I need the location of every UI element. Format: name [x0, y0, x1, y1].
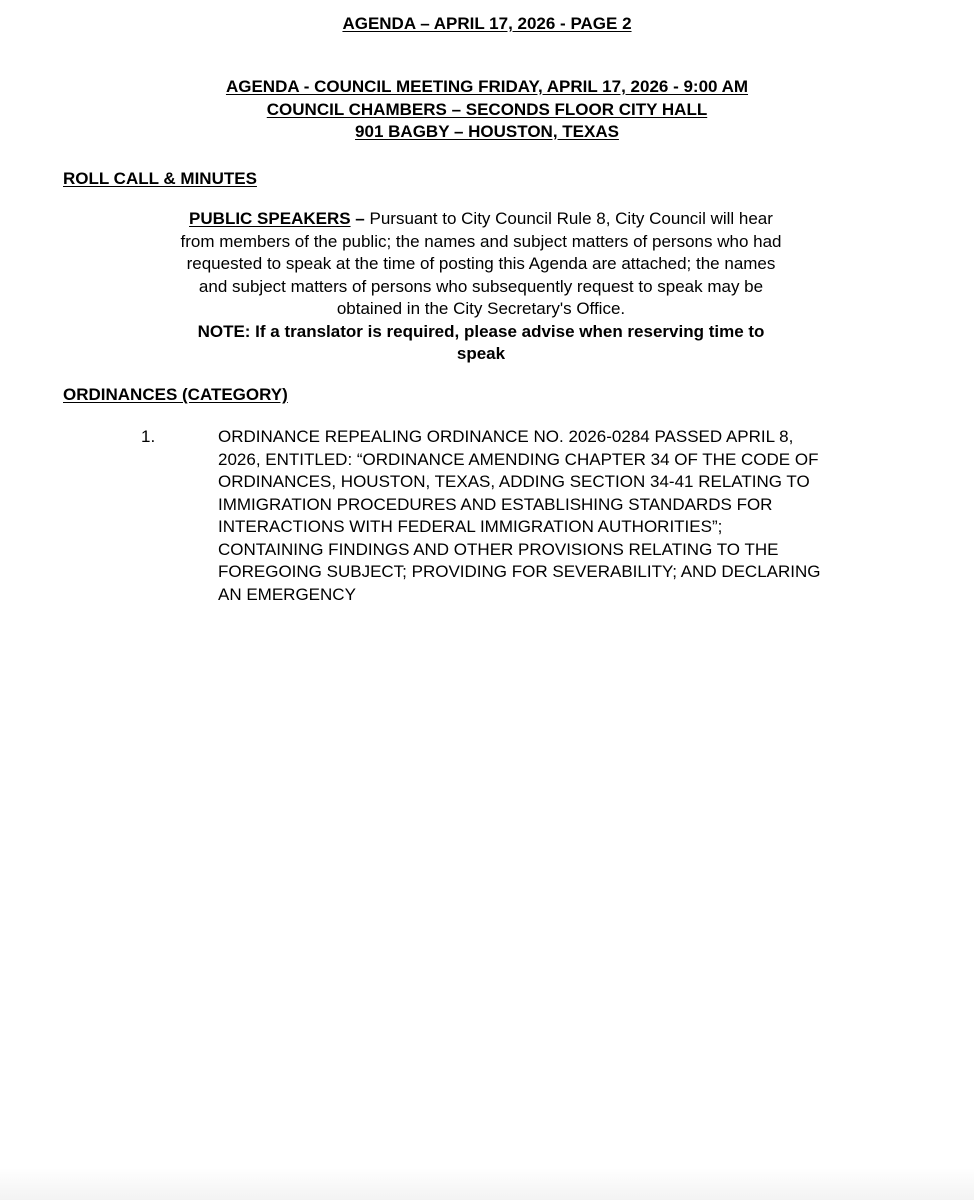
meeting-location-line [0, 99, 974, 122]
page-header-text: AGENDA – APRIL 17, 2026 - PAGE 2 [342, 14, 632, 33]
translator-note-line: speak [456, 344, 506, 363]
public-speakers-text-line: and subject matters of persons who subsequently request to speak may be [198, 276, 764, 296]
meeting-title-line [0, 76, 974, 99]
public-speakers-dash: – [350, 209, 370, 228]
meeting-title-block [0, 76, 974, 144]
meeting-title-text: AGENDA - COUNCIL MEETING FRIDAY, APRIL 17, 2026 - 9:00 AM [225, 77, 749, 96]
ordinances-heading [63, 384, 288, 406]
page-header [0, 12, 974, 36]
agenda-item-number: 1. [141, 427, 156, 446]
agenda-item-line: IMMIGRATION PROCEDURES AND ESTABLISHING STANDARDS FOR [218, 494, 773, 514]
public-speakers-text-line: Pursuant to City Council Rule 8, City Council will hear [369, 209, 773, 228]
page-bottom-edge [0, 1168, 974, 1200]
public-speakers-first-line [132, 208, 830, 231]
agenda-item-line: INTERACTIONS WITH FEDERAL IMMIGRATION AUTHORITIES”; [218, 517, 723, 536]
roll-call-heading [63, 168, 257, 190]
public-speakers-label: PUBLIC SPEAKERS [189, 209, 351, 228]
agenda-item-line: FOREGOING SUBJECT; PROVIDING FOR SEVERABILITY; AND DECLARING [218, 562, 821, 581]
agenda-item-text [218, 426, 918, 606]
public-speakers-text-line: requested to speak at the time of posting this Agenda are attached; the names [186, 254, 776, 273]
translator-note-line: NOTE: If a translator is required, please advise when reserving time to [197, 321, 765, 341]
agenda-item-line: AN EMERGENCY [218, 584, 356, 604]
agenda-item-line: ORDINANCE REPEALING ORDINANCE NO. 2026-0284 PASSED APRIL 8, [218, 427, 794, 446]
agenda-item-line: 2026, ENTITLED: “ORDINANCE AMENDING CHAPTER 34 OF THE CODE OF [218, 449, 819, 469]
meeting-address-line [0, 121, 974, 144]
agenda-item-line: CONTAINING FINDINGS AND OTHER PROVISIONS RELATING TO THE [218, 539, 779, 559]
meeting-location-text: COUNCIL CHAMBERS – SECONDS FLOOR CITY HALL [266, 99, 708, 119]
agenda-item-line: ORDINANCES, HOUSTON, TEXAS, ADDING SECTION 34-41 RELATING TO [218, 472, 810, 491]
ordinances-heading-text: ORDINANCES (CATEGORY) [63, 385, 288, 404]
public-speakers-text-line: obtained in the City Secretary's Office. [336, 299, 626, 318]
roll-call-heading-text: ROLL CALL & MINUTES [63, 169, 257, 188]
meeting-address-text: 901 BAGBY – HOUSTON, TEXAS [355, 122, 619, 141]
public-speakers-text-line: from members of the public; the names and subject matters of persons who had [180, 231, 782, 251]
public-speakers-paragraph [132, 208, 830, 366]
